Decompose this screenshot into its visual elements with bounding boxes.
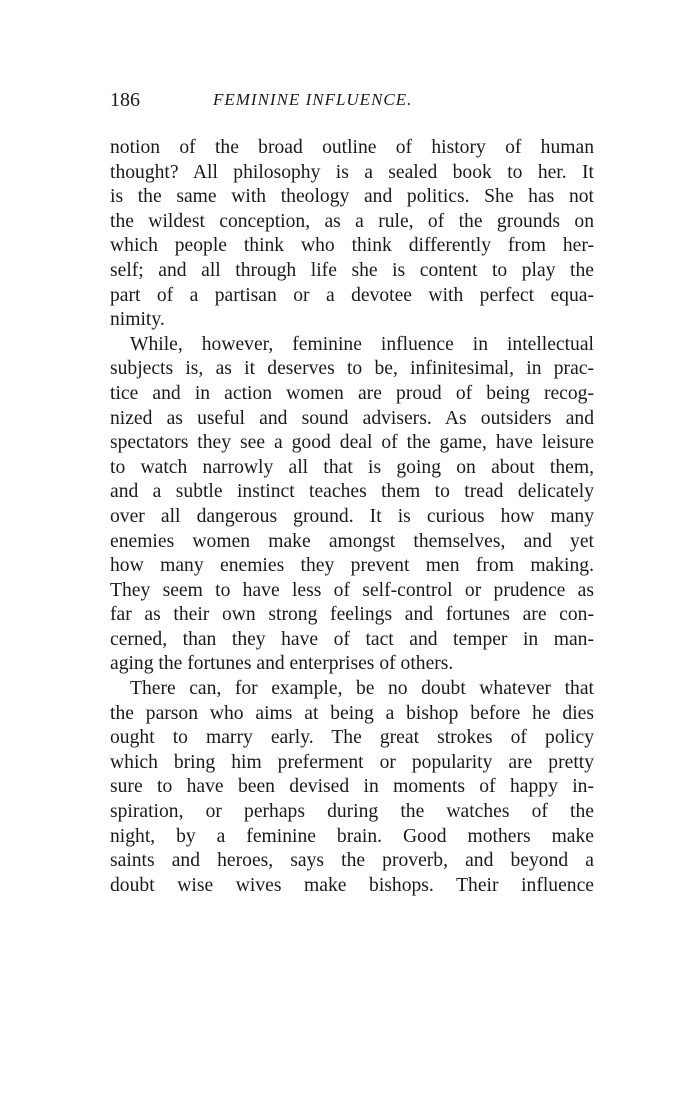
text-line: over all dangerous ground. It is curious how many bbox=[110, 505, 594, 527]
text-line: how many enemies they prevent men from making. bbox=[110, 555, 594, 577]
text-line: notion of the broad outline of history of human bbox=[110, 137, 594, 158]
text-line: saints and heroes, says the proverb, and beyond a bbox=[110, 850, 594, 872]
text-line: sure to have been devised in moments of happy in- bbox=[110, 776, 594, 798]
text-line: nized as useful and sound advisers. As outsiders and bbox=[110, 407, 594, 429]
text-line: part of a partisan or a devotee with perfect equa- bbox=[110, 284, 594, 306]
running-head bbox=[110, 84, 594, 116]
paragraph bbox=[110, 677, 594, 898]
text-line: tice and in action women are proud of being recog- bbox=[110, 382, 594, 404]
text-line: far as their own strong feelings and fortunes are con- bbox=[110, 604, 594, 626]
body-text bbox=[110, 136, 594, 898]
text-line: spiration, or perhaps during the watches of the bbox=[110, 801, 594, 823]
text-line: ought to marry early. The great strokes of policy bbox=[110, 727, 594, 749]
text-line: self; and all through life she is content to play the bbox=[110, 259, 594, 281]
text-line: the parson who aims at being a bishop before he dies bbox=[110, 702, 594, 724]
text-line: While, however, feminine influence in intellectual bbox=[130, 333, 594, 355]
text-line: to watch narrowly all that is going on about them, bbox=[110, 456, 594, 478]
text-line: They seem to have less of self-control or prudence as bbox=[110, 579, 594, 601]
text-line: and a subtle instinct teaches them to tread delicately bbox=[110, 481, 594, 503]
text-line: cerned, than they have of tact and temper in man- bbox=[110, 628, 594, 650]
text-line: night, by a feminine brain. Good mothers make bbox=[110, 825, 594, 847]
text-line: spectators they see a good deal of the game, have leisure bbox=[110, 432, 594, 454]
text-line: is the same with theology and politics. She has not bbox=[110, 186, 594, 208]
text-line: subjects is, as it deserves to be, infinitesimal, in prac- bbox=[110, 358, 594, 380]
running-title: FEMININE INFLUENCE. bbox=[213, 90, 413, 109]
text-line: the wildest conception, as a rule, of the grounds on bbox=[110, 210, 594, 232]
text-line: nimity. bbox=[110, 309, 165, 331]
text-line: which people think who think differently from her- bbox=[110, 235, 594, 257]
text-line: There can, for example, be no doubt whatever that bbox=[130, 678, 594, 700]
text-line: thought? All philosophy is a sealed book to her. It bbox=[110, 161, 594, 183]
text-line: doubt wise wives make bishops. Their influence bbox=[110, 874, 594, 896]
text-line: aging the fortunes and enterprises of others. bbox=[110, 653, 454, 675]
book-page bbox=[110, 84, 594, 898]
paragraph bbox=[110, 333, 594, 677]
paragraph bbox=[110, 136, 594, 333]
text-line: which bring him preferment or popularity are pretty bbox=[110, 751, 594, 773]
text-line: enemies women make amongst themselves, and yet bbox=[110, 530, 594, 552]
page-number: 186 bbox=[110, 89, 140, 111]
